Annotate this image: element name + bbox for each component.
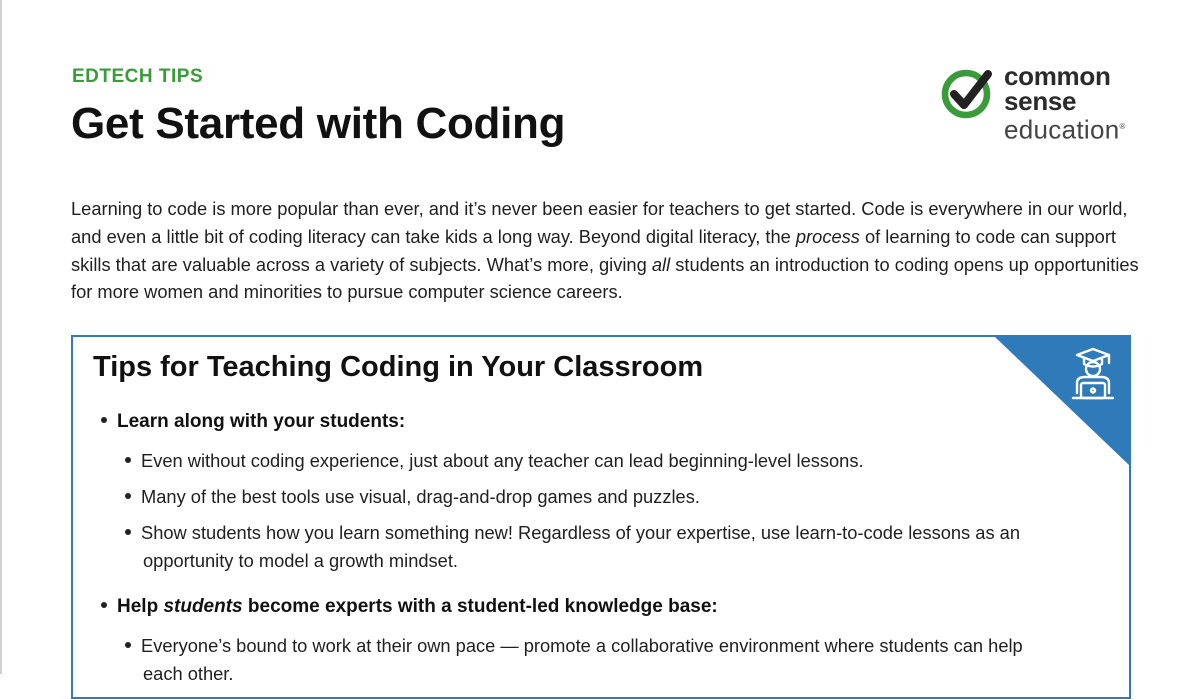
section-kicker: EDTECH TIPS [72, 66, 204, 87]
bullet-dot [125, 457, 131, 463]
logo-word-education [1004, 114, 1126, 143]
graduate-laptop-icon [1067, 347, 1119, 401]
bullet-dot [125, 493, 131, 499]
common-sense-education-logo[interactable] [940, 61, 1140, 145]
tip-label-emphasis: students [163, 596, 243, 617]
tip-label-a: Help [117, 596, 164, 617]
list-item-text: Even without coding experience, just about any teacher can lead beginning-level lessons. [141, 450, 864, 471]
logo-word-common: common [1004, 61, 1111, 91]
list-item [125, 519, 1065, 574]
list-item [125, 632, 1065, 687]
intro-text-2: of learning to code can support skills that are valuable across a variety of subjects. What’s more, giving [71, 225, 1117, 275]
bullet-dot [101, 417, 107, 423]
list-item-text: Show students how you learn something new! Regardless of your expertise, use learn-to-code lessons as an opportunity to model a growth mindset. [141, 522, 1020, 571]
tip-label-b: become experts with a student-led knowledge base: [242, 596, 718, 617]
list-item [125, 483, 1065, 511]
intro-text-3: students an introduction to coding opens up opportunities for more women and minorities to pursue computer science careers. [71, 253, 1139, 303]
intro-emphasis-process: process [795, 225, 860, 247]
intro-text-1: Learning to code is more popular than ever, and it’s never been easier for teachers to get started. Code is everywhere in our world, and even a little bit of coding literacy can take kids a long way. Beyond digital literacy, the [71, 198, 1128, 247]
tips-heading: Tips for Teaching Coding in Your Classroom [93, 351, 704, 383]
tips-box [71, 335, 1131, 699]
tip-item-learn-along [101, 411, 405, 433]
logo-word-sense: sense [1004, 86, 1077, 116]
tip-item-student-experts [101, 596, 718, 618]
intro-paragraph [71, 195, 1141, 306]
page-title: Get Started with Coding [71, 99, 566, 148]
page-edge [0, 0, 2, 674]
list-item [125, 447, 1065, 475]
intro-emphasis-all: all [651, 253, 671, 275]
list-item-text: Everyone’s bound to work at their own pace — promote a collaborative environment where students can help each other. [141, 635, 1023, 684]
bullet-dot [101, 602, 107, 608]
bullet-dot [125, 529, 131, 535]
logo-wordmark [1004, 61, 1126, 145]
logo-education-text: education [1004, 114, 1120, 145]
list-item-text: Many of the best tools use visual, drag-and-drop games and puzzles. [141, 486, 700, 507]
registered-mark: ® [1119, 122, 1126, 131]
checkmark-logo-icon [940, 66, 996, 122]
tip-label: Learn along with your students: [117, 411, 406, 432]
bullet-dot [125, 642, 131, 648]
